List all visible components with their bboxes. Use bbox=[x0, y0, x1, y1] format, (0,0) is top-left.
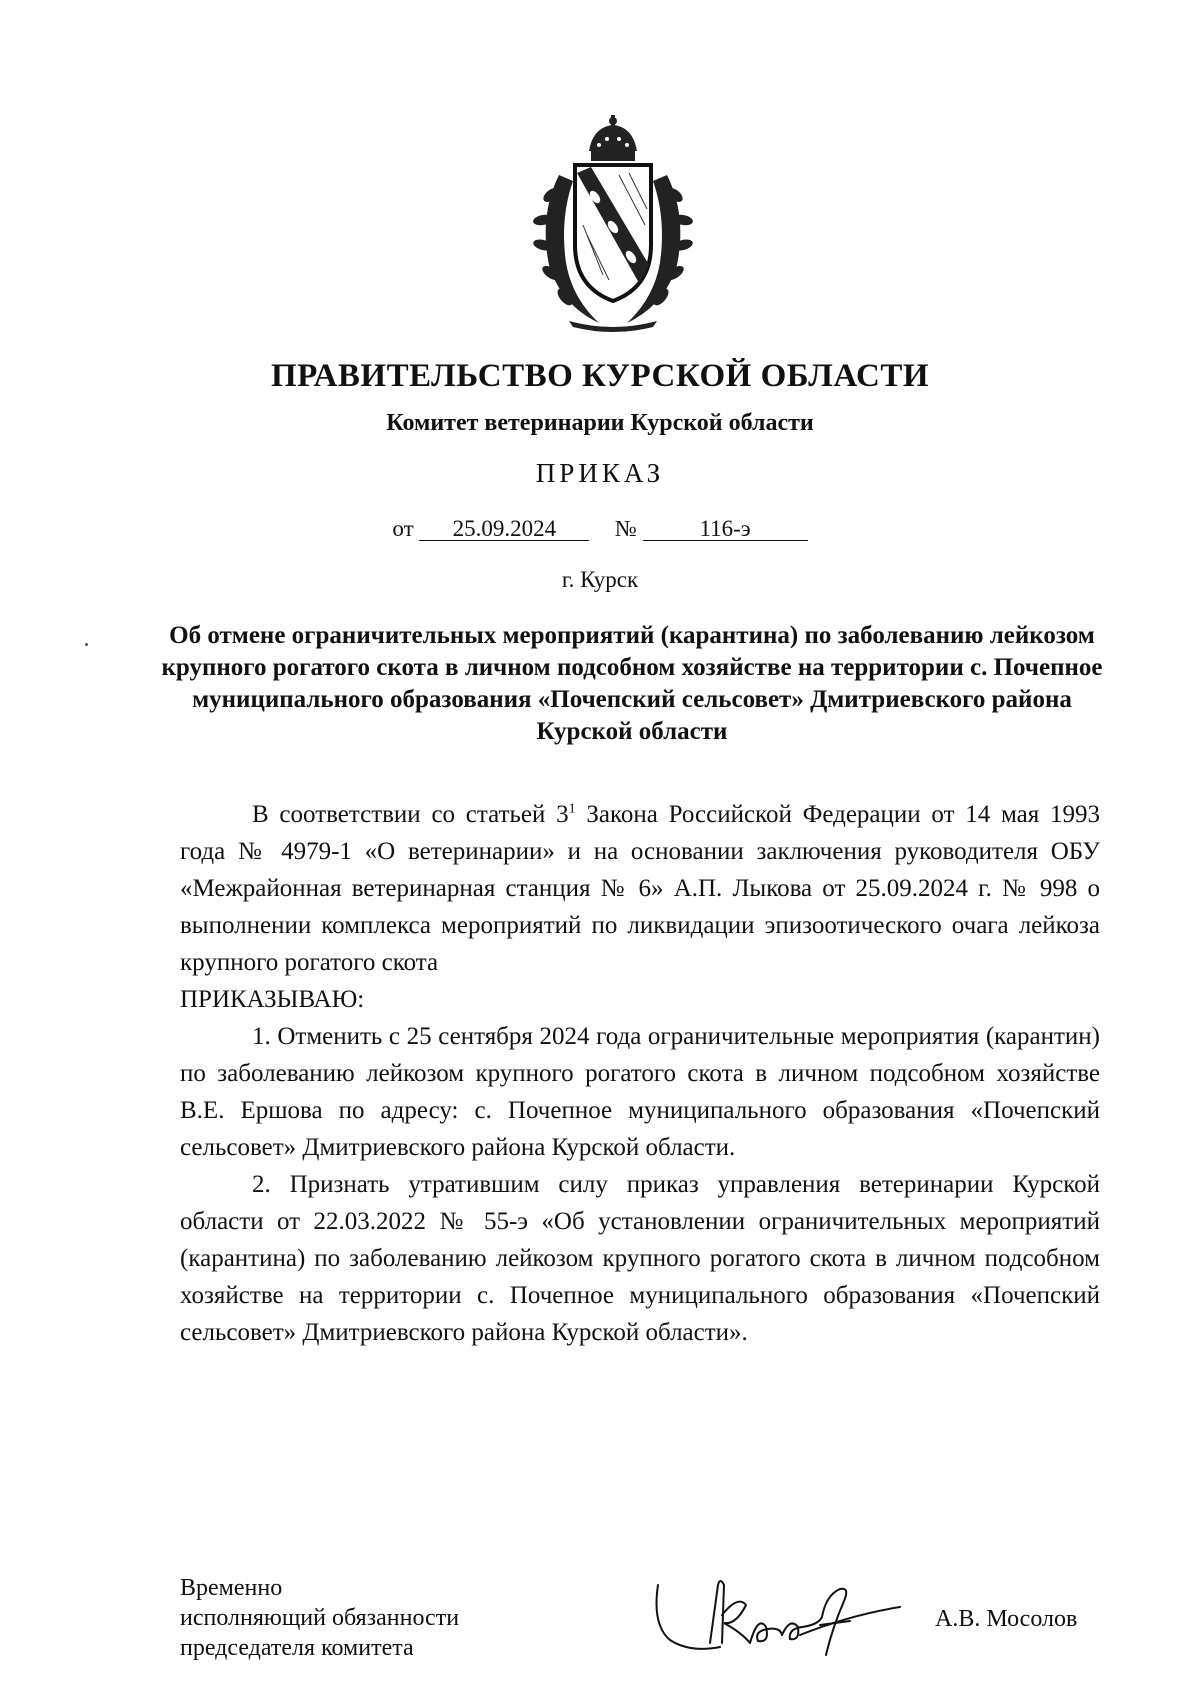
scan-speck bbox=[85, 643, 88, 646]
committee-title: Комитет ветеринарии Курской области bbox=[386, 410, 814, 436]
handwritten-signature bbox=[650, 1555, 910, 1665]
order-date: 25.09.2024 bbox=[419, 518, 589, 541]
document-type: ПРИКАЗ bbox=[535, 458, 665, 488]
order-item-1: 1. Отменить с 25 сентября 2024 года ограничительные мероприятия (карантин) по заболеванию лейкозом крупного рогатого скота в личном подсобном хозяйстве В.Е. Ершова по адресу: с. Почепное муниципального образования «Почепский сельсовет» Дмитриевского района Курской области. bbox=[180, 1023, 1100, 1161]
article-superscript: 1 bbox=[568, 801, 576, 817]
intro-paragraph: В соответствии со статьей $3^1$ Закона Российской Федерации от 14 мая 1993 года № 4979-1 «О ветеринарии» и на основании заключения руководителя ОБУ «Межрайонная ветеринарная станция № 6» А.П. Лыкова от 25.09.2024 г. № 998 о выполнении комплекса мероприятий по ликвидации эпизоотического очага лейкоза крупного рогатого скота bbox=[180, 801, 1101, 976]
date-prefix: от bbox=[392, 516, 414, 541]
signatory-position: Временно исполняющий обязанности председателя комитета bbox=[180, 1575, 460, 1661]
order-body bbox=[180, 796, 1100, 1351]
coat-of-arms-icon bbox=[529, 115, 697, 333]
order-word: ПРИКАЗЫВАЮ: bbox=[180, 986, 365, 1013]
number-sign: № bbox=[614, 516, 637, 541]
government-title: ПРАВИТЕЛЬСТВО КУРСКОЙ ОБЛАСТИ bbox=[270, 358, 930, 394]
order-number: 116-э bbox=[643, 518, 808, 541]
city: г. Курск bbox=[561, 567, 639, 592]
order-meta bbox=[0, 516, 1200, 542]
order-item-2: 2. Признать утратившим силу приказ управления ветеринарии Курской области от 22.03.2022 № 55-э «Об установлении ограничительных мероприятий (карантина) по заболеванию лейкозом крупного рогатого скота в личном подсобном хозяйстве на территории с. Почепное муниципального образования «Почепский сельсовет» Дмитриевского района Курской области». bbox=[180, 1171, 1100, 1346]
signer-name: А.В. Мосолов bbox=[935, 1606, 1078, 1632]
order-title: Об отмене ограничительных мероприятий (карантина) по заболеванию лейкозом крупного рогатого скота в личном подсобном хозяйстве на территории с. Почепное муниципального образования «Почепский сельсовет» Дмитриевского района Курской области bbox=[161, 622, 1103, 745]
